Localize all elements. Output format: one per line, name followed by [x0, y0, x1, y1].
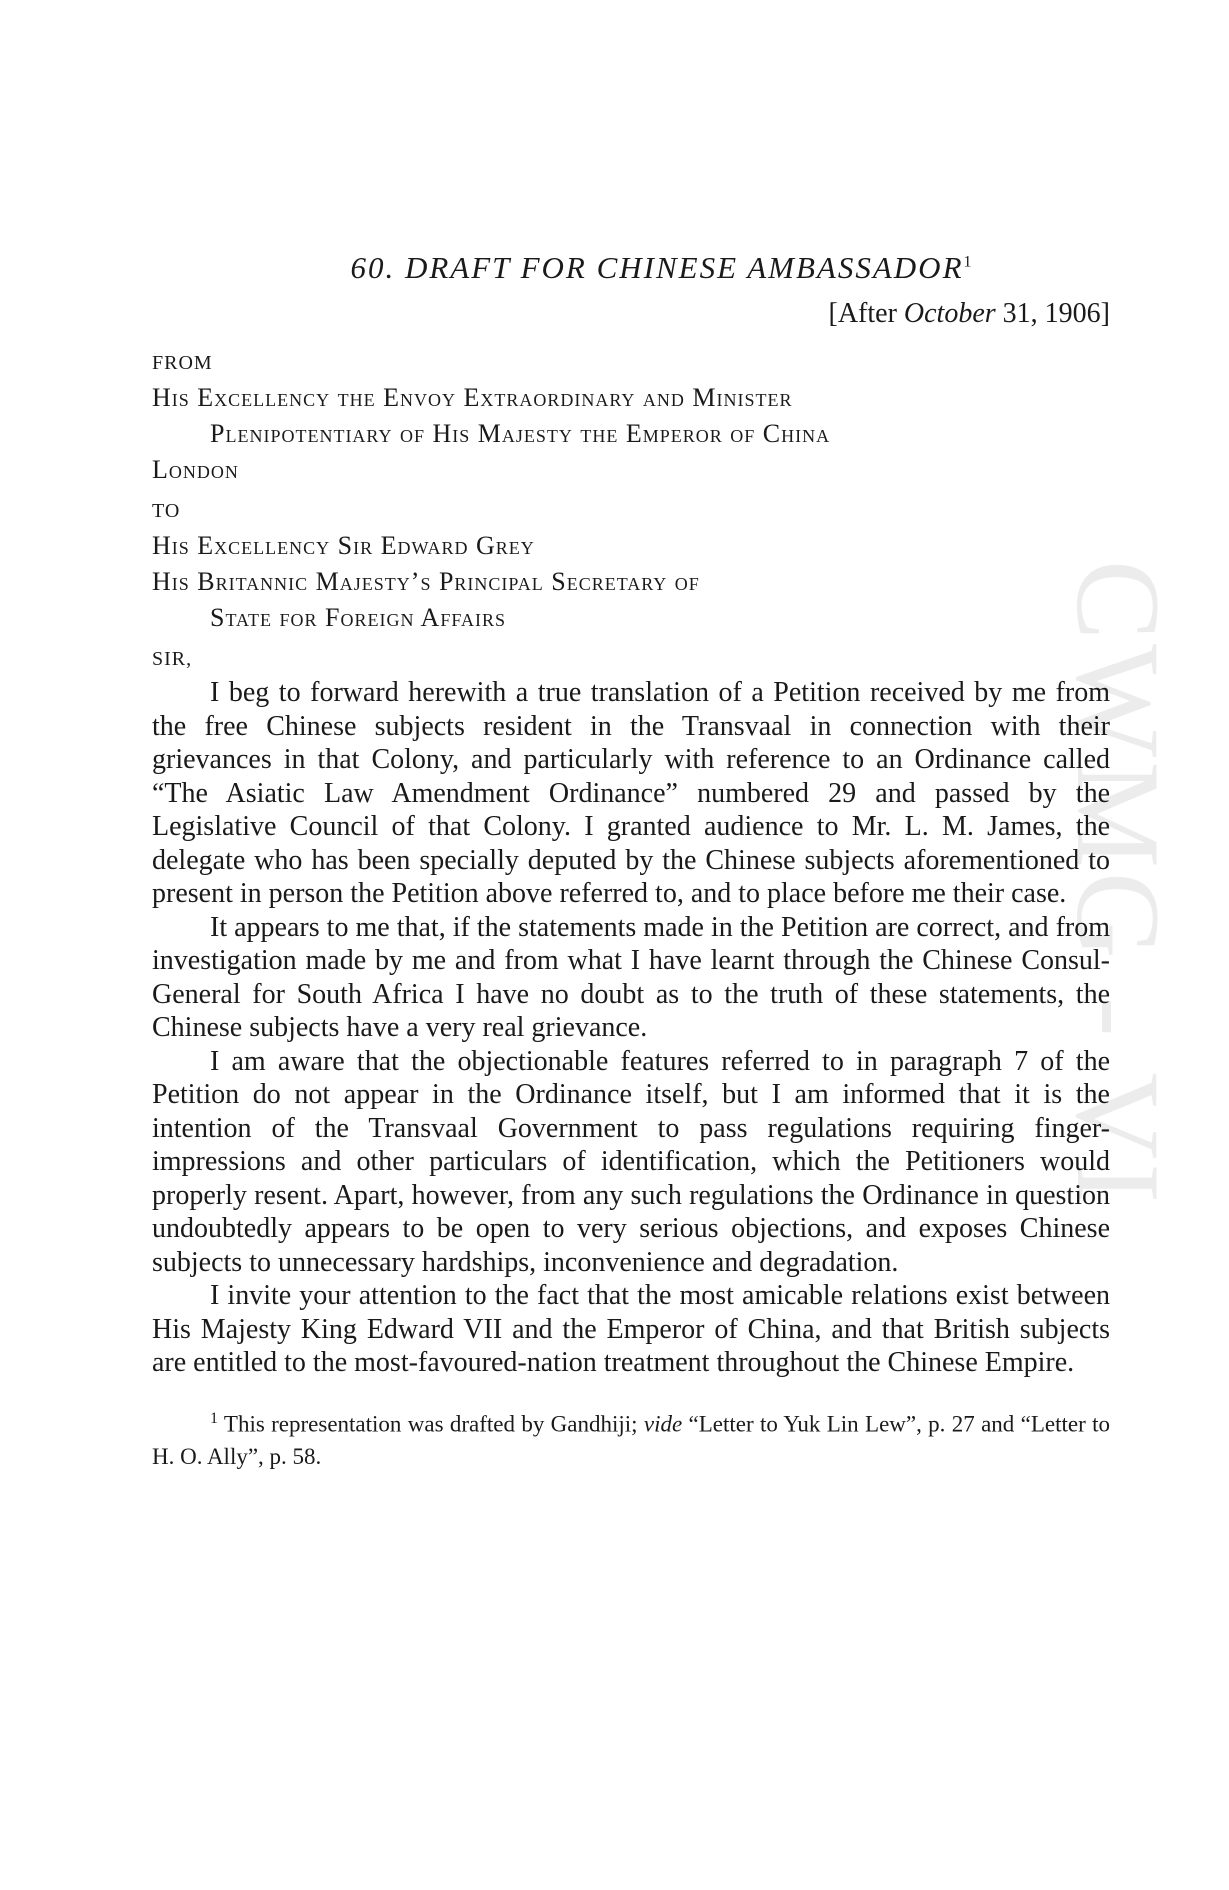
to-line-2: His Britannic Majesty’s Principal Secretary of	[152, 567, 700, 596]
footnote-text-1: This representation was drafted by Gandhiji;	[218, 1411, 644, 1437]
letter-body	[152, 676, 1110, 1380]
salutation: SIR,	[152, 648, 193, 670]
footnote-mark: 1	[210, 1409, 218, 1427]
to-label: TO	[152, 500, 181, 522]
dateline	[152, 298, 1110, 330]
title-footnote-mark: 1	[963, 253, 972, 271]
footnote-text-2: “Letter to Yuk Lin Lew”, p. 27 and “Letter to H. O. Ally”, p. 58.	[152, 1411, 1110, 1470]
watermark: CWMG - VI	[1052, 560, 1185, 1208]
from-line-1: His Excellency the Envoy Extraordinary and Minister	[152, 383, 793, 412]
document-title	[212, 250, 1110, 298]
footnote-italic: vide	[643, 1411, 683, 1437]
paragraph-2: It appears to me that, if the statements made in the Petition are correct, and from investigation made by me and from what I have learnt through the Chinese Consul-General for South Africa I have no doubt as to the truth of these statements, the Chinese subjects have a very real grievance.	[152, 911, 1110, 1043]
paragraph-4: I invite your attention to the fact that the most amicable relations exist between His Majesty King Edward VII and the Emperor of China, and that British subjects are entitled to the most-favoured-nation treatment throughout the Chinese Empire.	[152, 1280, 1110, 1378]
from-label: FROM	[152, 352, 213, 374]
dateline-month: October	[903, 298, 996, 329]
from-line-3: London	[152, 455, 239, 484]
title-text: 60. DRAFT FOR CHINESE AMBASSADOR	[350, 250, 964, 285]
from-line-2: Plenipotentiary of His Majesty the Emperor of China	[210, 419, 831, 448]
paragraph-1: I beg to forward herewith a true translation of a Petition received by me from the free Chinese subjects resident in the Transvaal in connection with their grievances in that Colony, and particularly with reference to an Ordinance called “The Asiatic Law Amendment Ordinance” numbered 29 and passed by the Legislative Council of that Colony. I granted audience to Mr. L. M. James, the delegate who has been specially deputed by the Chinese subjects aforementioned to present in person the Petition above referred to, and to place before me their case.	[152, 677, 1110, 909]
dateline-prefix: [After	[828, 298, 904, 329]
document-content	[152, 250, 1110, 1473]
to-line-1: His Excellency Sir Edward Grey	[152, 531, 535, 560]
footnote	[152, 1402, 1110, 1474]
dateline-suffix: 31, 1906]	[995, 298, 1110, 329]
to-line-3: State for Foreign Affairs	[210, 603, 507, 632]
paragraph-3: I am aware that the objectionable features referred to in paragraph 7 of the Petition do not appear in the Ordinance itself, but I am informed that it is the intention of the Transvaal Government to pass regulations requiring finger-impressions and other particulars of identification, which the Petitioners would properly resent. Apart, however, from any such regulations the Ordinance in question undoubtedly appears to be open to very serious objections, and exposes Chinese subjects to unnecessary hardships, inconvenience and degradation.	[152, 1045, 1110, 1278]
